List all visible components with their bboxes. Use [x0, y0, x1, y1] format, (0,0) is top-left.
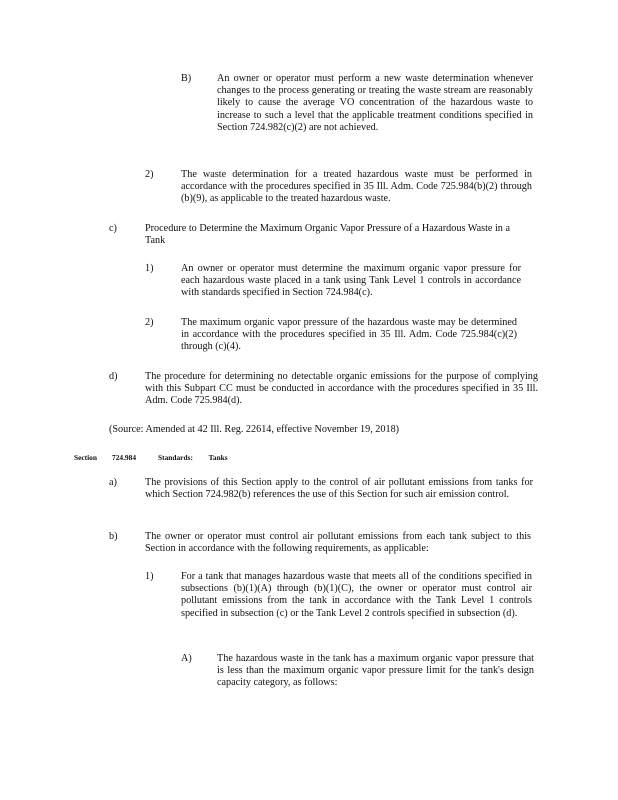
paragraph-text: The provisions of this Section apply to the control of air pollutant emissions from tanks for which Section 724.982(b) references the use of this Section for such air emission control. — [145, 477, 533, 501]
section-number: 724.984 — [112, 453, 137, 462]
item-label: 2) — [145, 317, 154, 328]
subsection-label: c) — [109, 223, 117, 234]
item-label: 1) — [145, 263, 154, 274]
item-label: 1) — [145, 571, 154, 582]
paragraph-text: An owner or operator must perform a new waste determination whenever changes to the process generating or treating the waste stream are reasonably likely to cause the average VO concentration of the hazardous waste to increase to such a level that the applicable treatment conditions specified in Section 724.982(c)(2) are not achieved. — [217, 73, 533, 133]
paragraph-text: The waste determination for a treated hazardous waste must be performed in accordance with the procedures specified in 35 Ill. Adm. Code 725.984(b)(2) through (b)(9), as applicable to the treated hazardous waste. — [181, 169, 532, 205]
paragraph-text: For a tank that manages hazardous waste that meets all of the conditions specified in subsections (b)(1)(A) through (b)(1)(C), the owner or operator must control air pollutant emissions from the tank in accordance with the Tank Level 1 controls specified in subsection (c) or the Tank Level 2 controls specified in subsection (d). — [181, 571, 532, 619]
subsection-label: a) — [109, 477, 117, 488]
paragraph-text: The owner or operator must control air pollutant emissions from each tank subject to this Section in accordance with the following requirements, as applicable: — [145, 531, 531, 555]
paragraph-text: The maximum organic vapor pressure of the hazardous waste may be determined in accordance with the procedures specified in 35 Ill. Adm. Code 725.984(c)(2) through (c)(4). — [181, 317, 517, 353]
item-label: 2) — [145, 169, 154, 180]
section-word: Section — [74, 453, 97, 462]
section-title: Standards: Tanks — [158, 453, 228, 462]
paragraph-text: An owner or operator must determine the maximum organic vapor pressure for each hazardous waste placed in a tank using Tank Level 1 controls in accordance with standards specified in Section 724.984(c). — [181, 263, 521, 299]
paragraph-text: The procedure for determining no detectable organic emissions for the purpose of complying with this Subpart CC must be conducted in accordance with the procedures specified in 35 Ill. Adm. Code 725.984(d). — [145, 371, 538, 407]
subsection-label: b) — [109, 531, 118, 542]
subsection-label: d) — [109, 371, 118, 382]
subsection-title: Procedure to Determine the Maximum Organic Vapor Pressure of a Hazardous Waste in a Tank — [145, 223, 510, 247]
subsection-label: A) — [181, 653, 192, 664]
paragraph-text: The hazardous waste in the tank has a maximum organic vapor pressure that is less than the maximum organic vapor pressure limit for the tank's design capacity category, as follows: — [217, 653, 534, 689]
source-note: (Source: Amended at 42 Ill. Reg. 22614, effective November 19, 2018) — [109, 424, 400, 435]
subsection-label: B) — [181, 73, 192, 84]
